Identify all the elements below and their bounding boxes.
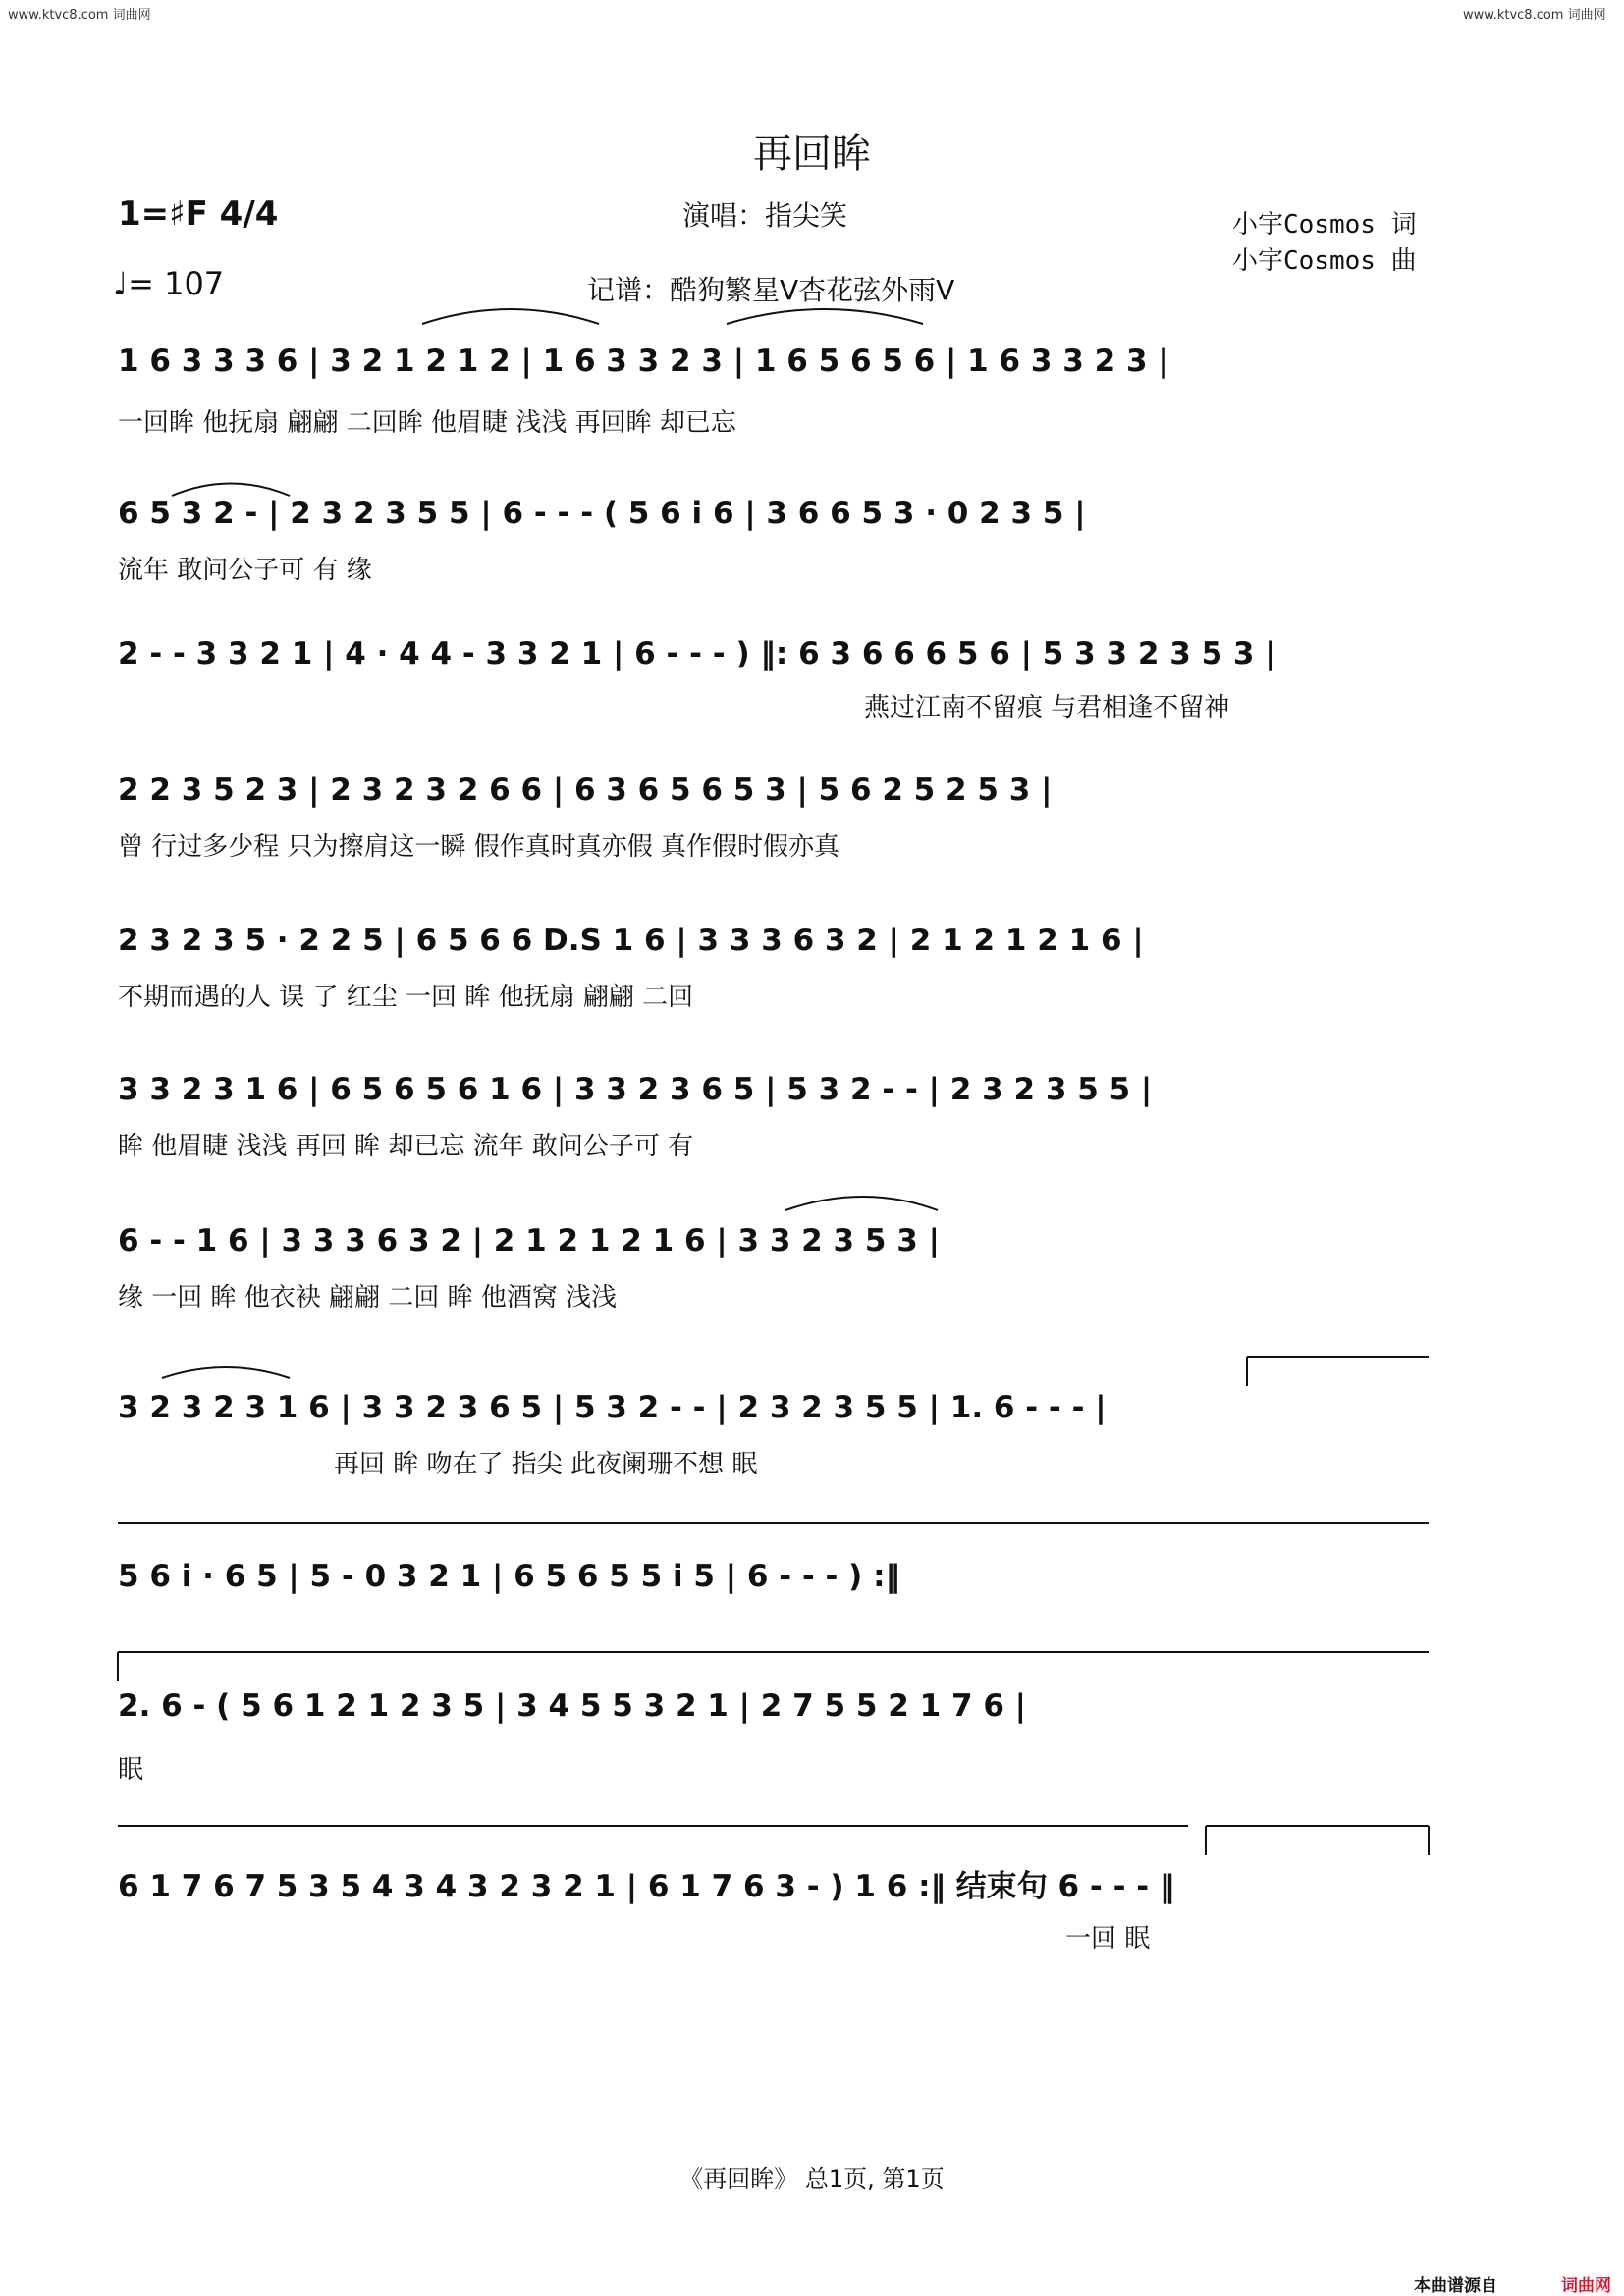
tie-slur (727, 309, 923, 324)
lyric-line: 一回眸 他抚扇 翩翩 二回眸 他眉睫 浅浅 再回眸 却已忘 (118, 408, 736, 438)
notation-line: 2 2 3 5 2 3 | 2 3 2 3 2 6 6 | 6 3 6 5 6 5 3 | 5 6 2 5 2 5 3 | (118, 773, 1053, 808)
notation-line: 6 1 7 6 7 5 3 5 4 3 4 3 2 3 2 1 | 6 1 7 6 3 - ) 1 6 :‖ 结束句 6 - - - ‖ (118, 1869, 1175, 1904)
key-signature: 1=♯F 4/4 (118, 194, 279, 234)
source-site-link[interactable]: 词曲网 (1561, 2276, 1611, 2296)
lyric-line: 眠 (118, 1755, 144, 1785)
lyric-line: 燕过江南不留痕 与君相逢不留神 (864, 693, 1230, 722)
notation-line: 2 - - 3 3 2 1 | 4 · 4 4 - 3 3 2 1 | 6 - - - ) ‖: 6 3 6 6 6 5 6 | 5 3 3 2 3 5 3 | (118, 636, 1276, 671)
lyricist-credit: 小宇Cosmos 词 (1232, 210, 1417, 240)
notation-line: 2. 6 - ( 5 6 1 2 1 2 3 5 | 3 4 5 5 3 2 1 | 2 7 5 5 2 1 7 6 | (118, 1688, 1027, 1724)
tie-slur (162, 1367, 290, 1378)
tie-slur (422, 309, 599, 324)
lyric-line: 不期而遇的人 误 了 红尘 一回 眸 他抚扇 翩翩 二回 (118, 983, 694, 1012)
singer-credit: 演唱：指尖笑 (682, 199, 848, 232)
tie-slur (785, 1197, 938, 1210)
notation-line: 3 3 2 3 1 6 | 6 5 6 5 6 1 6 | 3 3 2 3 6 5 | 5 3 2 - - | 2 3 2 3 5 5 | (118, 1072, 1153, 1107)
song-title: 再回眸 (753, 132, 871, 177)
notation-line: 3 2 3 2 3 1 6 | 3 3 2 3 6 5 | 5 3 2 - - | 2 3 2 3 5 5 | 1. 6 - - - | (118, 1390, 1107, 1425)
transcriber-credit: 记谱：酷狗繁星V杏花弦外雨V (587, 274, 955, 306)
site-watermark-left[interactable]: www.ktvc8.com 词曲网 (8, 8, 151, 23)
notation-line: 2 3 2 3 5 · 2 2 5 | 6 5 6 6 D.S 1 6 | 3 3 3 6 3 2 | 2 1 2 1 2 1 6 | (118, 923, 1144, 958)
lyric-line: 曾 行过多少程 只为擦肩这一瞬 假作真时真亦假 真作假时假亦真 (118, 832, 840, 862)
lyric-line: 再回 眸 吻在了 指尖 此夜阑珊不想 眠 (334, 1450, 758, 1479)
tie-slur (172, 484, 290, 497)
notation-line: 5 6 i · 6 5 | 5 - 0 3 2 1 | 6 5 6 5 5 i 5 | 6 - - - ) :‖ (118, 1559, 901, 1594)
tempo-marking: ♩= 107 (113, 265, 225, 302)
composer-credit: 小宇Cosmos 曲 (1232, 246, 1417, 276)
site-watermark-right[interactable]: www.ktvc8.com 词曲网 (1463, 8, 1606, 23)
lyric-line: 流年 敢问公子可 有 缘 (118, 556, 372, 585)
notation-line: 6 5 3 2 - | 2 3 2 3 5 5 | 6 - - - ( 5 6 i 6 | 3 6 6 5 3 · 0 2 3 5 | (118, 496, 1086, 531)
lyric-line: 一回 眠 (1065, 1924, 1151, 1953)
lyric-line: 缘 一回 眸 他衣袂 翩翩 二回 眸 他酒窝 浅浅 (118, 1283, 618, 1312)
notation-line: 6 - - 1 6 | 3 3 3 6 3 2 | 2 1 2 1 2 1 6 | 3 3 2 3 5 3 | (118, 1223, 940, 1258)
page-info: 《再回眸》 总1页, 第1页 (679, 2165, 945, 2193)
lyric-line: 眸 他眉睫 浅浅 再回 眸 却已忘 流年 敢问公子可 有 (118, 1132, 694, 1161)
notation-line: 1 6 3 3 3 6 | 3 2 1 2 1 2 | 1 6 3 3 2 3 | 1 6 5 6 5 6 | 1 6 3 3 2 3 | (118, 344, 1169, 379)
source-label: 本曲谱源自 (1414, 2276, 1497, 2296)
